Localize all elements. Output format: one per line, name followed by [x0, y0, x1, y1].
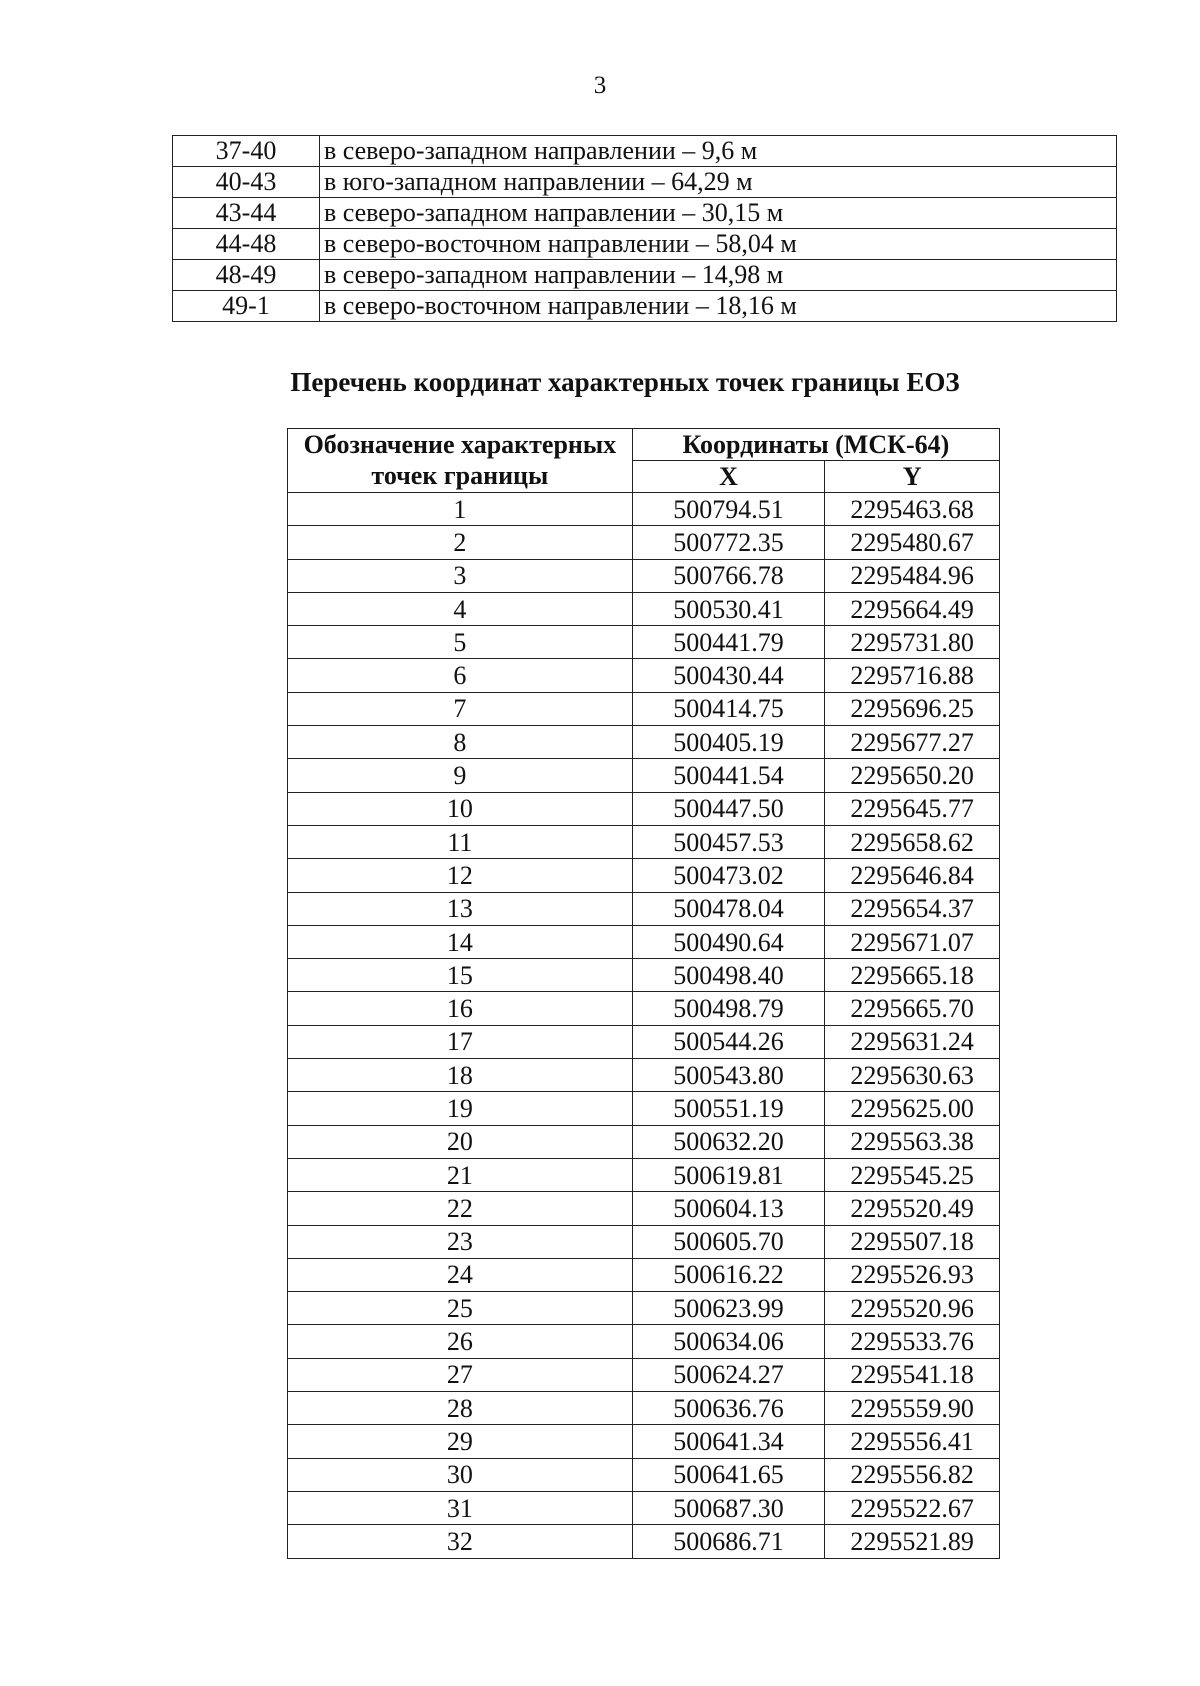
table-row	[288, 1425, 1000, 1458]
cell-x: 500605.70	[632, 1225, 825, 1258]
cell-point: 14	[288, 925, 633, 958]
cell-x: 500641.65	[632, 1458, 825, 1491]
cell-y: 2295654.37	[825, 892, 1000, 925]
coords-body	[288, 493, 1000, 1559]
cell-point: 20	[288, 1125, 633, 1158]
point-column-header	[288, 429, 633, 493]
cell-point: 16	[288, 992, 633, 1025]
cell-x: 500530.41	[632, 592, 825, 625]
cell-x: 500498.40	[632, 959, 825, 992]
cell-y: 2295480.67	[825, 526, 1000, 559]
coords-table-header	[288, 429, 1000, 493]
table-row	[288, 1292, 1000, 1325]
segment-description: в северо-западном направлении – 30,15 м	[320, 198, 1117, 229]
cell-point: 4	[288, 592, 633, 625]
cell-x: 500498.79	[632, 992, 825, 1025]
table-row	[288, 892, 1000, 925]
cell-x: 500623.99	[632, 1292, 825, 1325]
cell-y: 2295526.93	[825, 1258, 1000, 1291]
cell-x: 500457.53	[632, 825, 825, 858]
cell-x: 500624.27	[632, 1358, 825, 1391]
cell-y: 2295559.90	[825, 1392, 1000, 1425]
table-row	[288, 759, 1000, 792]
cell-x: 500430.44	[632, 659, 825, 692]
cell-y: 2295522.67	[825, 1491, 1000, 1524]
cell-point: 22	[288, 1192, 633, 1225]
cell-y: 2295650.20	[825, 759, 1000, 792]
table-row	[288, 1025, 1000, 1058]
cell-point: 32	[288, 1525, 633, 1558]
table-row	[288, 1491, 1000, 1524]
cell-point: 28	[288, 1392, 633, 1425]
coords-title: Перечень координат характерных точек границы ЕОЗ	[290, 367, 960, 397]
cell-point: 21	[288, 1158, 633, 1191]
table-row	[288, 1258, 1000, 1291]
cell-x: 500604.13	[632, 1192, 825, 1225]
table-row	[288, 1392, 1000, 1425]
segment-row	[173, 198, 1117, 229]
cell-x: 500687.30	[632, 1491, 825, 1524]
table-row	[288, 1059, 1000, 1092]
segment-description: в северо-восточном направлении – 18,16 м	[320, 291, 1117, 322]
x-column-header: X	[632, 461, 825, 493]
cell-y: 2295630.63	[825, 1059, 1000, 1092]
table-row	[288, 626, 1000, 659]
cell-point: 19	[288, 1092, 633, 1125]
table-row	[288, 1358, 1000, 1391]
cell-y: 2295533.76	[825, 1325, 1000, 1358]
segment-row	[173, 136, 1117, 167]
segment-range: 44-48	[173, 229, 320, 260]
cell-y: 2295671.07	[825, 925, 1000, 958]
cell-y: 2295731.80	[825, 626, 1000, 659]
cell-x: 500766.78	[632, 559, 825, 592]
cell-x: 500414.75	[632, 692, 825, 725]
table-row	[288, 659, 1000, 692]
segment-range: 48-49	[173, 260, 320, 291]
cell-x: 500447.50	[632, 792, 825, 825]
cell-point: 31	[288, 1491, 633, 1524]
cell-point: 7	[288, 692, 633, 725]
cell-x: 500473.02	[632, 859, 825, 892]
cell-x: 500490.64	[632, 925, 825, 958]
segment-range: 40-43	[173, 167, 320, 198]
coords-table	[287, 428, 1000, 1559]
cell-x: 500543.80	[632, 1059, 825, 1092]
cell-y: 2295631.24	[825, 1025, 1000, 1058]
cell-y: 2295664.49	[825, 592, 1000, 625]
cell-point: 23	[288, 1225, 633, 1258]
segment-description: в северо-западном направлении – 9,6 м	[320, 136, 1117, 167]
cell-y: 2295645.77	[825, 792, 1000, 825]
table-row	[288, 859, 1000, 892]
cell-y: 2295625.00	[825, 1092, 1000, 1125]
cell-y: 2295507.18	[825, 1225, 1000, 1258]
cell-y: 2295556.82	[825, 1458, 1000, 1491]
cell-x: 500616.22	[632, 1258, 825, 1291]
cell-point: 24	[288, 1258, 633, 1291]
cell-point: 30	[288, 1458, 633, 1491]
cell-y: 2295484.96	[825, 559, 1000, 592]
table-row	[288, 493, 1000, 526]
table-row	[288, 559, 1000, 592]
cell-x: 500632.20	[632, 1125, 825, 1158]
cell-y: 2295677.27	[825, 726, 1000, 759]
segment-row	[173, 229, 1117, 260]
cell-x: 500636.76	[632, 1392, 825, 1425]
cell-point: 15	[288, 959, 633, 992]
segment-range: 49-1	[173, 291, 320, 322]
cell-x: 500794.51	[632, 493, 825, 526]
cell-y: 2295563.38	[825, 1125, 1000, 1158]
cell-y: 2295520.96	[825, 1292, 1000, 1325]
segment-range: 43-44	[173, 198, 320, 229]
cell-point: 12	[288, 859, 633, 892]
cell-point: 11	[288, 825, 633, 858]
table-row	[288, 792, 1000, 825]
cell-x: 500478.04	[632, 892, 825, 925]
cell-point: 10	[288, 792, 633, 825]
cell-point: 17	[288, 1025, 633, 1058]
table-row	[288, 1325, 1000, 1358]
cell-x: 500551.19	[632, 1092, 825, 1125]
table-row	[288, 726, 1000, 759]
cell-y: 2295665.70	[825, 992, 1000, 1025]
cell-point: 5	[288, 626, 633, 659]
cell-y: 2295541.18	[825, 1358, 1000, 1391]
segment-row	[173, 291, 1117, 322]
table-row	[288, 825, 1000, 858]
cell-point: 26	[288, 1325, 633, 1358]
point-header-line1: Обозначение характерных	[303, 430, 617, 459]
segment-description: в северо-западном направлении – 14,98 м	[320, 260, 1117, 291]
point-header-line2: точек границы	[371, 461, 549, 490]
cell-point: 18	[288, 1059, 633, 1092]
cell-point: 27	[288, 1358, 633, 1391]
cell-x: 500686.71	[632, 1525, 825, 1558]
cell-y: 2295463.68	[825, 493, 1000, 526]
table-row	[288, 1092, 1000, 1125]
table-row	[288, 992, 1000, 1025]
page-number: 3	[593, 72, 607, 99]
y-column-header: Y	[825, 461, 1000, 493]
cell-y: 2295658.62	[825, 825, 1000, 858]
table-row	[288, 1525, 1000, 1558]
segment-description: в юго-западном направлении – 64,29 м	[320, 167, 1117, 198]
cell-x: 500641.34	[632, 1425, 825, 1458]
cell-x: 500405.19	[632, 726, 825, 759]
table-row	[288, 1458, 1000, 1491]
cell-point: 9	[288, 759, 633, 792]
cell-y: 2295520.49	[825, 1192, 1000, 1225]
cell-point: 1	[288, 493, 633, 526]
cell-y: 2295716.88	[825, 659, 1000, 692]
cell-point: 6	[288, 659, 633, 692]
cell-point: 25	[288, 1292, 633, 1325]
cell-y: 2295665.18	[825, 959, 1000, 992]
table-row	[288, 692, 1000, 725]
cell-point: 29	[288, 1425, 633, 1458]
cell-y: 2295556.41	[825, 1425, 1000, 1458]
cell-point: 8	[288, 726, 633, 759]
table-row	[288, 526, 1000, 559]
segment-description: в северо-восточном направлении – 58,04 м	[320, 229, 1117, 260]
cell-point: 13	[288, 892, 633, 925]
table-row	[288, 959, 1000, 992]
table-row	[288, 592, 1000, 625]
table-row	[288, 1225, 1000, 1258]
cell-x: 500441.54	[632, 759, 825, 792]
cell-y: 2295521.89	[825, 1525, 1000, 1558]
cell-y: 2295646.84	[825, 859, 1000, 892]
segments-body	[173, 136, 1117, 322]
table-row	[288, 1192, 1000, 1225]
cell-point: 3	[288, 559, 633, 592]
table-row	[288, 1158, 1000, 1191]
cell-y: 2295545.25	[825, 1158, 1000, 1191]
cell-x: 500772.35	[632, 526, 825, 559]
coords-column-header: Координаты (МСК-64)	[632, 429, 999, 461]
segments-table	[172, 135, 1117, 322]
table-row	[288, 1125, 1000, 1158]
cell-x: 500441.79	[632, 626, 825, 659]
segment-row	[173, 167, 1117, 198]
cell-x: 500544.26	[632, 1025, 825, 1058]
cell-point: 2	[288, 526, 633, 559]
segment-range: 37-40	[173, 136, 320, 167]
cell-x: 500619.81	[632, 1158, 825, 1191]
cell-y: 2295696.25	[825, 692, 1000, 725]
table-row	[288, 925, 1000, 958]
cell-x: 500634.06	[632, 1325, 825, 1358]
segment-row	[173, 260, 1117, 291]
